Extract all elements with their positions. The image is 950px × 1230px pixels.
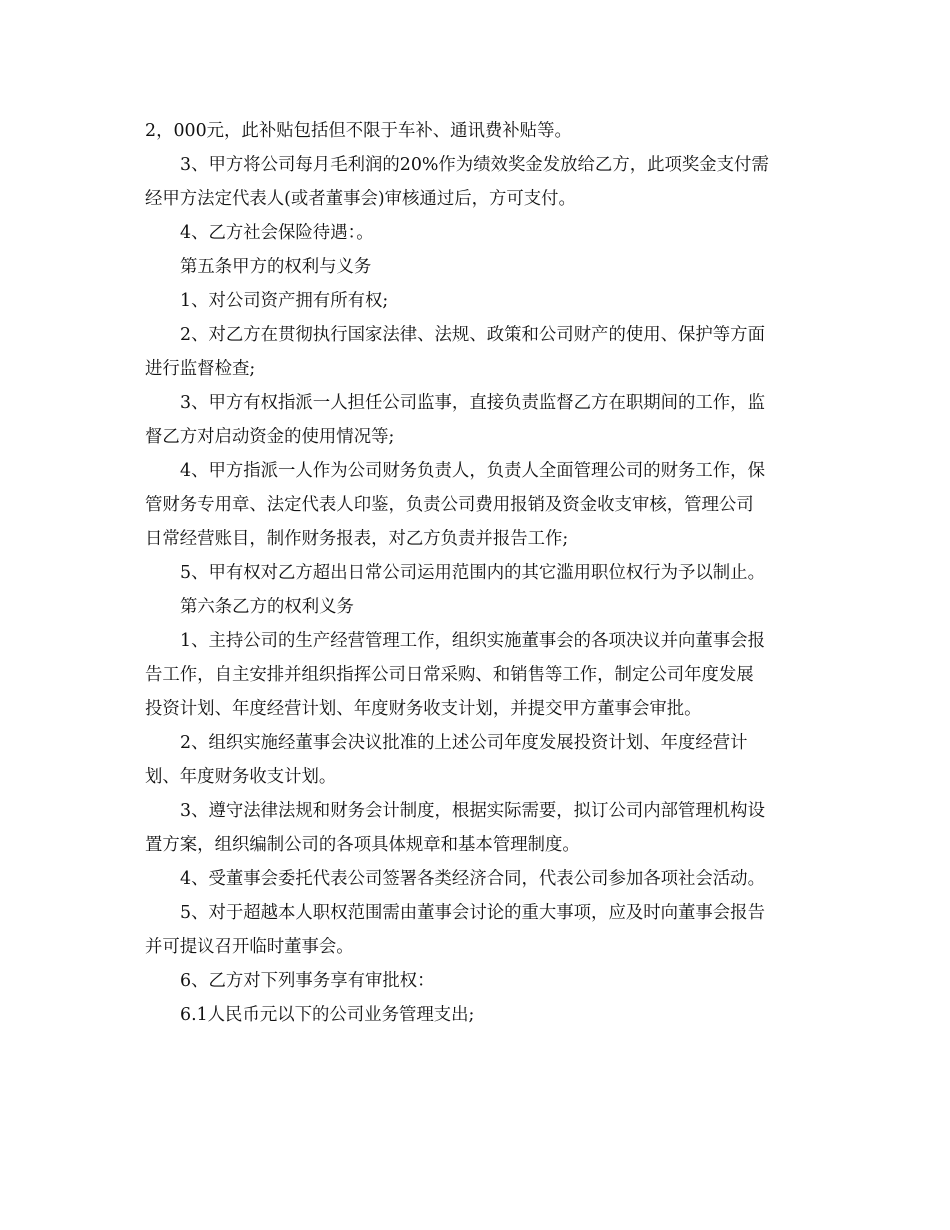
text-line: 5、对于超越本人职权范围需由董事会讨论的重大事项，应及时向董事会报告 (180, 903, 765, 923)
text-line: 5、甲有权对乙方超出日常公司运用范围内的其它滥用职位权行为予以制止。 (180, 563, 765, 583)
text-line: 划、年度财务收支计划。 (145, 767, 337, 787)
section-heading: 第五条甲方的权利与义务 (180, 257, 372, 277)
text-line: 投资计划、年度经营计划、年度财务收支计划，并提交甲方董事会审批。 (145, 699, 702, 719)
text-line: 1、主持公司的生产经营管理工作，组织实施董事会的各项决议并向董事会报 (180, 631, 765, 651)
text-line: 4、甲方指派一人作为公司财务负责人，负责人全面管理公司的财务工作，保 (180, 461, 765, 481)
text-line: 3、遵守法律法规和财务会计制度，根据实际需要，拟订公司内部管理机构设 (180, 801, 765, 821)
text-line: 并可提议召开临时董事会。 (145, 937, 354, 957)
text-line: 3、甲方将公司每月毛利润的20%作为绩效奖金发放给乙方，此项奖金支付需 (180, 155, 769, 175)
text-line: 2、组织实施经董事会决议批准的上述公司年度发展投资计划、年度经营计 (180, 733, 748, 753)
text-line: 置方案，组织编制公司的各项具体规章和基本管理制度。 (145, 835, 580, 855)
text-line: 日常经营账目，制作财务报表，对乙方负责并报告工作; (145, 529, 569, 549)
text-line: 进行监督检查; (145, 359, 256, 379)
document-body (145, 114, 810, 1032)
text-line: 3、甲方有权指派一人担任公司监事，直接负责监督乙方在职期间的工作，监 (180, 393, 765, 413)
text-line: 6、乙方对下列事务享有审批权： (180, 971, 435, 991)
text-line: 2，000元，此补贴包括但不限于车补、通讯费补贴等。 (145, 121, 572, 141)
text-line: 管财务专用章、法定代表人印鉴，负责公司费用报销及资金收支审核，管理公司 (145, 495, 754, 515)
text-line: 4、乙方社会保险待遇：。 (180, 223, 374, 243)
text-line: 2、对乙方在贯彻执行国家法律、法规、政策和公司财产的使用、保护等方面 (180, 325, 765, 345)
section-heading: 第六条乙方的权利义务 (180, 597, 354, 617)
text-line: 1、对公司资产拥有所有权; (180, 291, 389, 311)
text-line: 4、受董事会委托代表公司签署各类经济合同，代表公司参加各项社会活动。 (180, 869, 765, 889)
text-line: 告工作，自主安排并组织指挥公司日常采购、和销售等工作，制定公司年度发展 (145, 665, 754, 685)
text-line: 督乙方对启动资金的使用情况等; (145, 427, 395, 447)
text-line: 6.1人民币元以下的公司业务管理支出; (180, 1005, 475, 1025)
text-line: 经甲方法定代表人(或者董事会)审核通过后，方可支付。 (145, 189, 576, 209)
